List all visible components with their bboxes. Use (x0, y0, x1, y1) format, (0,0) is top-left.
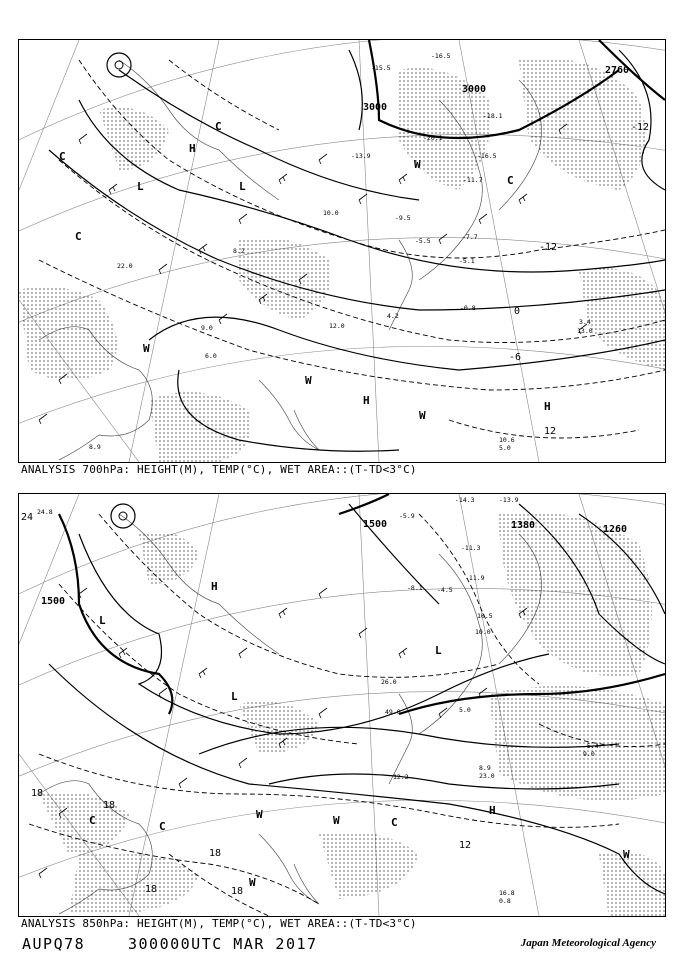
chart-id: AUPQ78 (22, 935, 86, 953)
warm-center: W (333, 814, 340, 827)
svg-text:-5.1: -5.1 (459, 257, 475, 265)
isotherm-label: 18 (145, 884, 158, 895)
caption-700hpa: ANALYSIS 700hPa: HEIGHT(M), TEMP(°C), WET AREA::(T-TD<3°C) (21, 463, 417, 476)
cold-center: C (507, 174, 514, 187)
cold-center: C (59, 150, 66, 163)
map-panel-850hpa (18, 493, 666, 917)
warm-center: W (623, 848, 630, 861)
map-850hpa (19, 494, 665, 916)
svg-text:-16.5: -16.5 (431, 52, 451, 60)
svg-text:-20.1: -20.1 (423, 134, 443, 142)
wet-area (19, 58, 665, 462)
svg-text:9.0: 9.0 (201, 324, 213, 332)
svg-text:49.0: 49.0 (385, 708, 401, 716)
cold-center: C (215, 120, 222, 133)
svg-text:-5.4: -5.4 (583, 742, 599, 750)
svg-text:-11.3: -11.3 (461, 544, 481, 552)
svg-text:12.0: 12.0 (329, 322, 345, 330)
isotherm-label: 12 (544, 426, 557, 437)
svg-text:6.0: 6.0 (205, 352, 217, 360)
caption-850hpa: ANALYSIS 850hPa: HEIGHT(M), TEMP(°C), WET AREA::(T-TD<3°C) (21, 917, 417, 930)
svg-text:23.0: 23.0 (479, 772, 495, 780)
isotherm-label: -12 (631, 122, 650, 133)
height-label: 1500 (363, 519, 388, 530)
svg-text:-5.9: -5.9 (399, 512, 415, 520)
svg-text:-5.5: -5.5 (415, 237, 431, 245)
svg-text:-16.5: -16.5 (477, 152, 497, 160)
svg-text:-11.9: -11.9 (465, 574, 485, 582)
height-label: 1260 (603, 524, 628, 535)
isotherm-label: 18 (209, 848, 222, 859)
agency-name: Japan Meteorological Agency (520, 937, 656, 949)
warm-center: W (256, 808, 263, 821)
svg-text:3.4: 3.4 (579, 318, 591, 326)
svg-text:24.8: 24.8 (37, 508, 53, 516)
high-center: H (189, 142, 196, 155)
high-center: H (544, 400, 551, 413)
svg-text:-15.5: -15.5 (371, 64, 391, 72)
svg-text:9.0: 9.0 (583, 750, 595, 758)
cold-center: C (75, 230, 82, 243)
isotherm-label: 0 (514, 306, 521, 317)
valid-time: 300000UTC MAR 2017 (128, 935, 318, 953)
svg-text:-18.1: -18.1 (483, 112, 503, 120)
map-panel-700hpa (18, 39, 666, 463)
map-700hpa (19, 40, 665, 462)
svg-text:-8.1: -8.1 (407, 584, 423, 592)
svg-text:-13.9: -13.9 (351, 152, 371, 160)
height-label: 3000 (363, 102, 388, 113)
cold-center: C (89, 814, 96, 827)
high-center: H (211, 580, 218, 593)
low-center: L (239, 180, 246, 193)
high-center: H (363, 394, 370, 407)
svg-text:10.0: 10.0 (475, 628, 491, 636)
svg-text:22.0: 22.0 (117, 262, 133, 270)
warm-center: W (305, 374, 312, 387)
isotherm-label: -12 (539, 242, 558, 253)
svg-text:26.0: 26.0 (381, 678, 397, 686)
svg-text:10.5: 10.5 (477, 612, 493, 620)
svg-text:-4.5: -4.5 (437, 586, 453, 594)
isotherm-label: 18 (31, 788, 44, 799)
isotherm-label: 24 (21, 512, 34, 523)
svg-text:10.0: 10.0 (323, 209, 339, 217)
svg-text:-7.7: -7.7 (462, 233, 478, 241)
svg-text:8.9: 8.9 (479, 764, 491, 772)
isotherm-label: 18 (103, 800, 116, 811)
height-label: 1500 (41, 596, 66, 607)
svg-text:8.9: 8.9 (89, 443, 101, 451)
svg-text:0.8: 0.8 (499, 897, 511, 905)
svg-text:5.0: 5.0 (499, 444, 511, 452)
svg-text:5.0: 5.0 (459, 706, 471, 714)
warm-center: W (414, 158, 421, 171)
warm-center: W (419, 409, 426, 422)
low-center: L (99, 614, 106, 627)
cold-center: C (159, 820, 166, 833)
height-label: 1380 (511, 520, 536, 531)
svg-text:-14.3: -14.3 (455, 496, 475, 504)
isotherm-label: -6 (509, 352, 522, 363)
isotherm-label: 12 (459, 840, 472, 851)
station-plots (89, 52, 593, 452)
svg-text:4.2: 4.2 (387, 312, 399, 320)
low-center: L (435, 644, 442, 657)
svg-text:-13.9: -13.9 (499, 496, 519, 504)
high-center: H (489, 804, 496, 817)
height-label: 2760 (605, 65, 630, 76)
wet-area (39, 512, 665, 916)
svg-text:13.0: 13.0 (577, 327, 593, 335)
svg-text:10.6: 10.6 (499, 436, 515, 444)
warm-center: W (249, 876, 256, 889)
svg-text:-11.7: -11.7 (463, 176, 483, 184)
svg-text:12.2: 12.2 (393, 773, 409, 781)
svg-text:16.8: 16.8 (499, 889, 515, 897)
svg-text:-9.5: -9.5 (395, 214, 411, 222)
svg-text:8.2: 8.2 (233, 247, 245, 255)
low-center: L (231, 690, 238, 703)
height-label: 3000 (462, 84, 487, 95)
cold-center: C (391, 816, 398, 829)
low-center: L (137, 180, 144, 193)
warm-center: W (143, 342, 150, 355)
isotherm-label: 18 (231, 886, 244, 897)
svg-text:-0.8: -0.8 (460, 304, 476, 312)
